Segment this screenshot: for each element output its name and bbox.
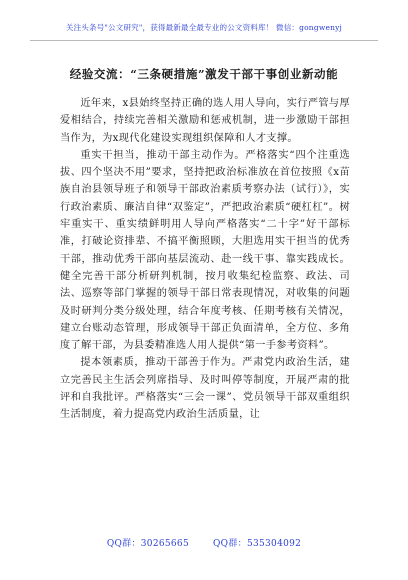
document-title: 经验交流：“三条硬措施”激发干部干事创业新动能	[69, 67, 339, 81]
paragraph-ability-quality: 提本领素质，推动干部善于作为。严肃党内政治生活，建立完善民主生活会列席指导、及时叫停等制度，开展严肃的批评和自我批评。严格落实“三会一课”、党员领导干部双重组织生活制度，着力提高党内政治生活质量，让	[60, 357, 350, 421]
paragraph-intro: 近年来，x县始终坚持正确的选人用人导向，实行严管与厚爱相结合，持续完善相关激励和惩戒机制，进一步激励干部担当作为，为x现代化建设实现组织保障和人才支撑。	[60, 98, 350, 144]
header-divider	[30, 40, 378, 41]
footer-qq-group-2: QQ群：535304092	[212, 539, 302, 549]
document-body	[60, 95, 350, 424]
footer-contact	[0, 536, 408, 549]
footer-qq-group-1: QQ群：30265665	[106, 539, 189, 549]
header-banner: 关注头条号"公文研究"，获得最新最全最专业的公文资料库！ 微信：gongwenyj	[65, 23, 343, 32]
paragraph-practical-responsibility: 重实干担当，推动干部主动作为。严格落实“四个注重选拔、四个坚决不用”要求，坚持把政治标准放在首位按照《x苗族自治县领导班子和领导干部政治素质考察办法（试行）》，实行政治素质、廉洁自律“双鉴定”，严把政治素质“硬杠杠”。树牢重实干、重实绩鲜明用人导向严格落实“二十字”好干部标准，打破论资排辈、不搞平衡照顾，大胆选用实干担当的优秀干部，推动优秀干部向基层流动、赴一线干事、靠实践成长。健全完善干部分析研判机制，按月收集纪检监察、政法、司法、巡察等部门掌握的领导干部日常表现情况，对收集的问题及时研判分类分级处理，结合年度考核、任期考核有关情况，建立台账动态管理，形成领导干部正负面清单，全方位、多角度了解干部，为县委精准选人用人提供“第一手参考资料”。	[60, 149, 350, 352]
